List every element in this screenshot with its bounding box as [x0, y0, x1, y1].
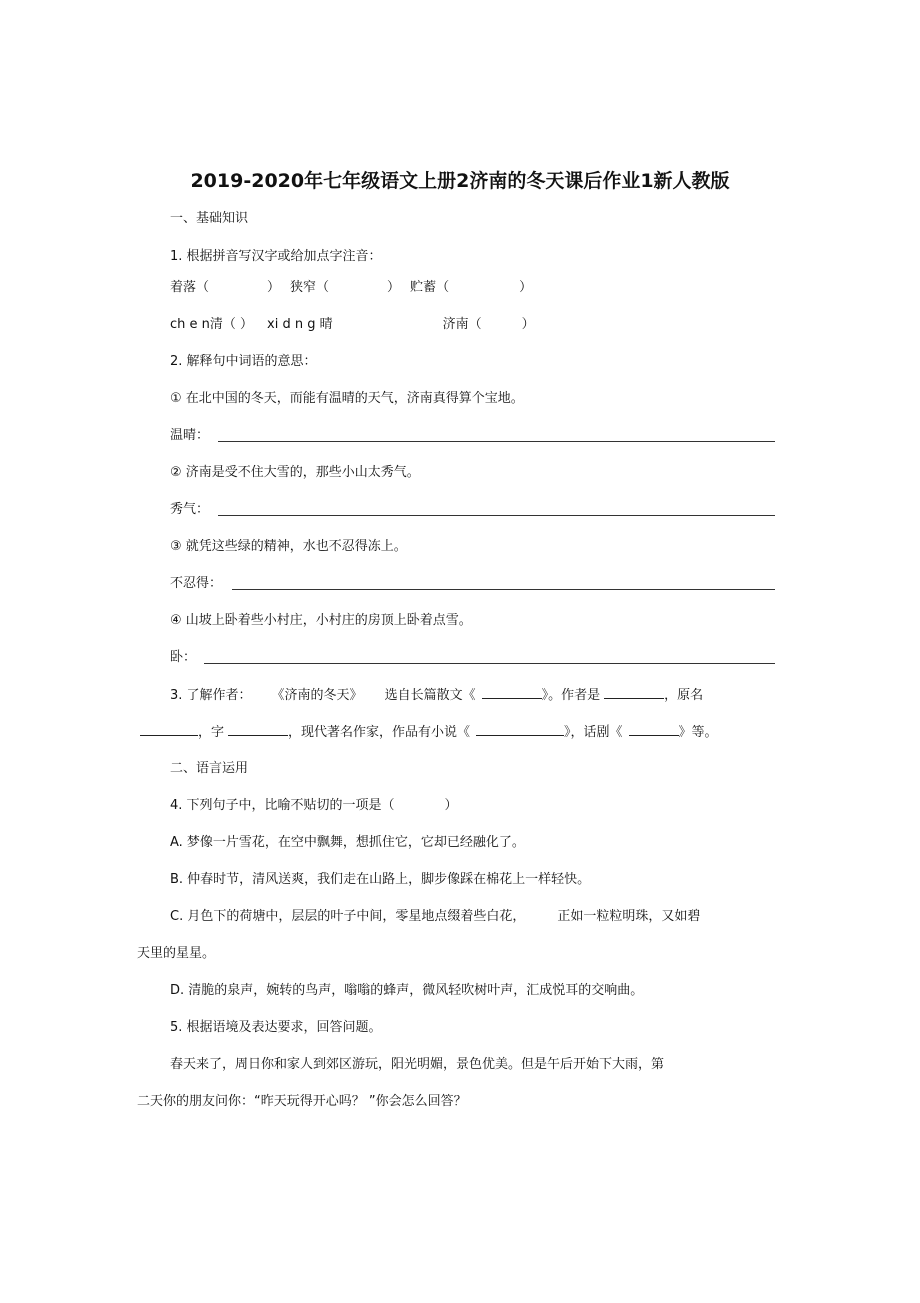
question-1-row-2 — [170, 316, 535, 334]
question-3-label: 3. 了解作者： — [170, 688, 252, 703]
question-2-term-1: 温晴： — [170, 428, 210, 443]
item-xiazhai: 狭窄（ — [290, 280, 330, 295]
paren-close: ） — [444, 798, 458, 813]
work-title: 《济南的冬天》 — [271, 688, 363, 703]
question-3-text: ，原名 — [664, 688, 704, 703]
option-c-part-2: 正如一粒粒明珠，又如碧 — [557, 909, 701, 924]
question-3-text: ，现代著名作家，作品有小说《 — [288, 725, 471, 740]
question-3-text: 》等。 — [678, 725, 718, 740]
item-zhuoluo: 着落（ — [170, 280, 210, 295]
blank-drama[interactable] — [629, 723, 679, 736]
paren-close: ） — [519, 280, 533, 295]
answer-line-3[interactable] — [232, 589, 775, 590]
blank-courtesy-name[interactable] — [228, 723, 288, 736]
question-1-stem: 1. 根据拼音写汉字或给加点字注音： — [170, 249, 382, 264]
question-5-paragraph-1: 春天来了，周日你和家人到郊区游玩，阳光明媚，景色优美。但是午后开始下大雨，第 — [170, 1057, 665, 1072]
question-2-sentence-4: ④ 山坡上卧着些小村庄，小村庄的房顶上卧着点雪。 — [170, 613, 472, 628]
blank-original-name[interactable] — [140, 723, 198, 736]
question-5-paragraph-2: 二天你的朋友问你：“昨天玩得开心吗？ ”你会怎么回答？ — [137, 1094, 467, 1109]
question-2-sentence-2: ② 济南是受不住大雪的，那些小山太秀气。 — [170, 465, 420, 480]
section-heading-language-use: 二、语言运用 — [170, 761, 249, 776]
item-zhuxu: 贮蓄（ — [410, 280, 450, 295]
answer-line-4[interactable] — [204, 663, 775, 664]
option-b: B. 仲春时节，清风送爽，我们走在山路上，脚步像踩在棉花上一样轻快。 — [170, 872, 591, 887]
question-2-term-2: 秀气： — [170, 502, 210, 517]
option-d: D. 清脆的泉声，婉转的鸟声，嗡嗡的蜂声，微风轻吹树叶声，汇成悦耳的交响曲。 — [170, 983, 644, 998]
question-3-line-2 — [140, 723, 718, 742]
question-1-row-1 — [170, 279, 532, 297]
answer-line-1[interactable] — [218, 441, 775, 442]
question-4-text: 4. 下列句子中，比喻不贴切的一项是（ — [170, 798, 395, 813]
option-c-part-1: C. 月色下的荷塘中，层层的叶子中间，零星地点缀着些白花， — [170, 909, 526, 924]
item-chenqing: ch e n清（ ） — [170, 317, 254, 332]
question-2-term-3: 不忍得： — [170, 576, 223, 591]
paren-close: ） — [521, 317, 535, 332]
question-3-text: ，字 — [198, 725, 225, 740]
option-a: A. 梦像一片雪花，在空中飘舞，想抓住它，它却已经融化了。 — [170, 835, 525, 850]
paren-close: ） — [267, 280, 281, 295]
blank-novel[interactable] — [476, 723, 564, 736]
paren-close: ） — [387, 280, 401, 295]
item-jinan: 济南（ — [442, 317, 482, 332]
question-2-sentence-1: ① 在北中国的冬天，而能有温晴的天气，济南真得算个宝地。 — [170, 391, 524, 406]
blank-author[interactable] — [604, 686, 664, 699]
question-2-term-4: 卧： — [170, 650, 197, 665]
section-heading-basics: 一、基础知识 — [170, 211, 249, 226]
question-2-sentence-3: ③ 就凭这些绿的精神，水也不忍得冻上。 — [170, 539, 407, 554]
question-3-line-1 — [170, 686, 703, 705]
blank-essay-title[interactable] — [482, 686, 542, 699]
option-c — [170, 908, 700, 926]
question-5-stem: 5. 根据语境及表达要求，回答问题。 — [170, 1020, 382, 1035]
question-3-text: 》。作者是 — [541, 688, 601, 703]
item-xidingqing: xi d n g 晴 — [267, 317, 333, 332]
option-c-continued: 天里的星星。 — [137, 946, 216, 961]
page-title: 2019-2020年七年级语文上册2济南的冬天课后作业1新人教版 — [190, 170, 730, 192]
question-2-stem: 2. 解释句中词语的意思： — [170, 354, 317, 369]
answer-line-2[interactable] — [218, 515, 775, 516]
question-3-text: 选自长篇散文《 — [384, 688, 476, 703]
question-4-stem — [170, 797, 458, 815]
question-3-text: 》，话剧《 — [564, 725, 623, 740]
